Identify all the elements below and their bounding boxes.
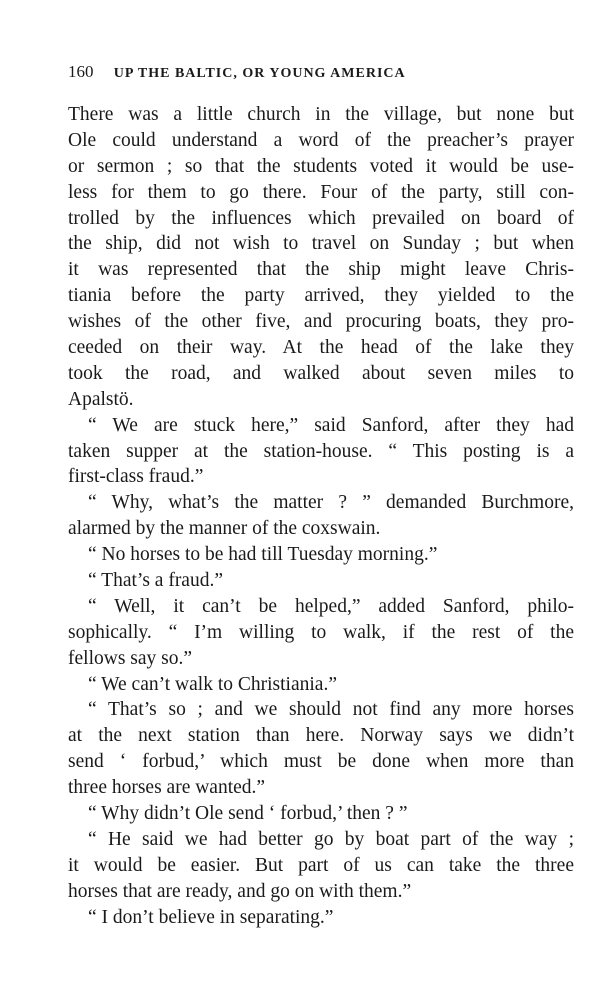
text-line: Apalstö. <box>68 388 134 410</box>
text-line: alarmed by the manner of the coxswain. <box>68 518 381 540</box>
text-line: it was represented that the ship might leave Chris- <box>68 259 574 281</box>
text-line: “ Why, what’s the matter ? ” demanded Burchmore, <box>88 492 574 514</box>
text-line: three horses are wanted.” <box>68 777 266 799</box>
text-line: it would be easier. But part of us can take the three <box>68 854 574 876</box>
text-line: “ We can’t walk to Christiania.” <box>88 673 337 695</box>
text-line: There was a little church in the village, but none but <box>68 104 574 125</box>
running-title: UP THE BALTIC, OR YOUNG AMERICA <box>113 66 406 81</box>
running-header <box>68 62 538 82</box>
text-line: wishes of the other five, and procuring boats, they pro- <box>68 311 574 333</box>
text-line: at the next station than here. Norway says we didn’t <box>68 725 574 747</box>
text-line: fellows say so.” <box>68 647 193 669</box>
text-line: or sermon ; so that the students voted it would be use- <box>68 155 574 177</box>
text-line: ceeded on their way. At the head of the lake they <box>68 337 574 359</box>
text-line: “ That’s a fraud.” <box>88 570 223 592</box>
text-line: the ship, did not wish to travel on Sunday ; but when <box>68 233 574 255</box>
text-line: “ That’s so ; and we should not find any more horses <box>88 699 574 721</box>
body-text <box>68 102 574 931</box>
text-line: trolled by the influences which prevailed on board of <box>68 207 574 229</box>
text-line: first-class fraud.” <box>68 466 204 488</box>
text-line: less for them to go there. Four of the party, still con- <box>68 181 574 203</box>
text-line: “ We are stuck here,” said Sanford, after they had <box>88 414 574 436</box>
text-line: send ‘ forbud,’ which must be done when more than <box>68 751 574 773</box>
text-line: “ I don’t believe in separating.” <box>88 906 334 928</box>
text-line: “ Well, it can’t be helped,” added Sanford, philo- <box>88 595 574 617</box>
text-line: tiania before the party arrived, they yielded to the <box>68 285 574 307</box>
page-number: 160 <box>68 62 94 81</box>
text-line: “ He said we had better go by boat part of the way ; <box>88 828 574 850</box>
text-line: Ole could understand a word of the preacher’s prayer <box>68 129 574 151</box>
text-line: sophically. “ I’m willing to walk, if the rest of the <box>68 621 574 643</box>
text-line: horses that are ready, and go on with them.” <box>68 880 412 902</box>
text-line: “ Why didn’t Ole send ‘ forbud,’ then ? ” <box>88 803 408 825</box>
text-line: “ No horses to be had till Tuesday morning.” <box>88 544 438 566</box>
text-line: taken supper at the station-house. “ This posting is a <box>68 440 574 462</box>
text-line: took the road, and walked about seven miles to <box>68 362 574 384</box>
